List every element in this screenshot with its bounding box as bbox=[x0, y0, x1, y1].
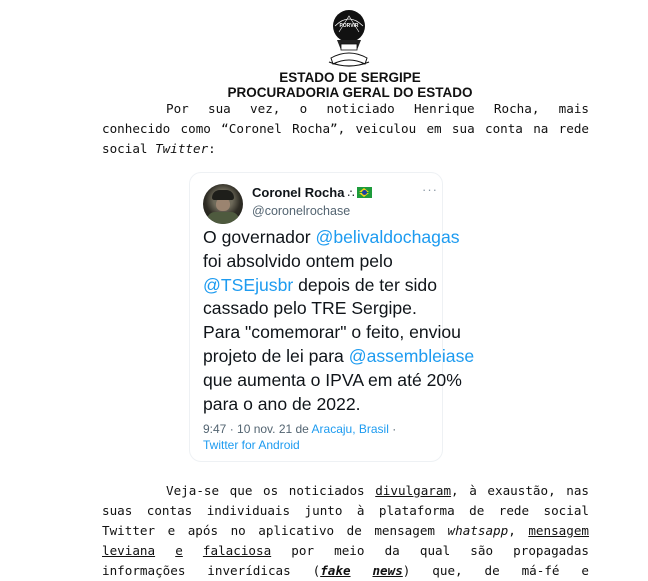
brazil-flag-icon bbox=[357, 187, 372, 198]
body-line: informações inverídicas (fake news) que, de má-fé e bbox=[102, 563, 589, 578]
state-heading: ESTADO DE SERGIPE bbox=[279, 70, 421, 85]
underlined-term: falaciosa bbox=[202, 543, 272, 558]
office-heading: PROCURADORIA GERAL DO ESTADO bbox=[227, 85, 473, 100]
body-line: Veja-se que os noticiados divulgaram, à exaustão, nas bbox=[166, 483, 589, 498]
intro-paragraph bbox=[102, 99, 589, 159]
tweet-line: para o ano de 2022. bbox=[203, 393, 361, 414]
tweet-line: O governador @belivaldochagas bbox=[203, 227, 460, 247]
name-suffix: ∴ bbox=[347, 188, 355, 200]
underlined-term: divulgaram bbox=[375, 483, 452, 498]
fake-news-term: fake bbox=[320, 563, 351, 578]
intro-line: Por sua vez, o noticiado Henrique Rocha, mais bbox=[166, 101, 589, 116]
mention-link[interactable]: @belivaldochagas bbox=[315, 227, 460, 247]
tweet-card[interactable] bbox=[189, 172, 475, 462]
tweet-timestamp: 9:47 · 10 nov. 21 de Aracaju, Brasil · bbox=[203, 422, 397, 436]
mention-link[interactable]: @TSEjusbr bbox=[203, 274, 294, 295]
underlined-term: e bbox=[175, 543, 183, 558]
tweet-text bbox=[203, 226, 475, 416]
underlined-term: leviana bbox=[102, 543, 156, 558]
tweet-line: @TSEjusbr depois de ter sido bbox=[203, 274, 437, 295]
body-line: leviana e falaciosa por meio da qual são propagadas bbox=[102, 543, 589, 558]
fake-news-term: news bbox=[372, 563, 403, 578]
tweet-line: que aumenta o IPVA em até 20% bbox=[203, 369, 462, 390]
tweet-line: projeto de lei para @assembleiase bbox=[203, 345, 475, 366]
svg-text:PORVIR: PORVIR bbox=[339, 23, 359, 29]
location-link[interactable]: Aracaju, Brasil bbox=[311, 422, 389, 436]
mention-link[interactable]: @assembleiase bbox=[348, 345, 475, 366]
body-paragraph bbox=[102, 481, 589, 581]
state-seal-logo bbox=[325, 6, 373, 68]
body-line: suas contas individuais junto à plataforma de rede social bbox=[102, 503, 589, 518]
tweet-author-name[interactable]: Coronel Rocha ∴ bbox=[252, 185, 372, 200]
underlined-term: mensagem bbox=[528, 523, 589, 538]
tweet-line: Para "comemorar" o feito, enviou bbox=[203, 322, 461, 343]
intro-line: social Twitter: bbox=[102, 141, 216, 156]
tweet-line: foi absolvido ontem pelo bbox=[203, 250, 393, 271]
tweet-line: cassado pelo TRE Sergipe. bbox=[203, 298, 417, 319]
tweet-handle[interactable]: @coronelrochase bbox=[252, 204, 351, 218]
intro-line: conhecido como “Coronel Rocha”, veiculou em sua conta na rede bbox=[102, 121, 589, 136]
body-line: Twitter e após no aplicativo de mensagem whatsapp, mensagem bbox=[102, 523, 589, 538]
more-options-icon[interactable]: ··· bbox=[422, 182, 438, 197]
avatar[interactable] bbox=[203, 184, 243, 224]
tweet-client-link[interactable]: Twitter for Android bbox=[203, 438, 300, 452]
